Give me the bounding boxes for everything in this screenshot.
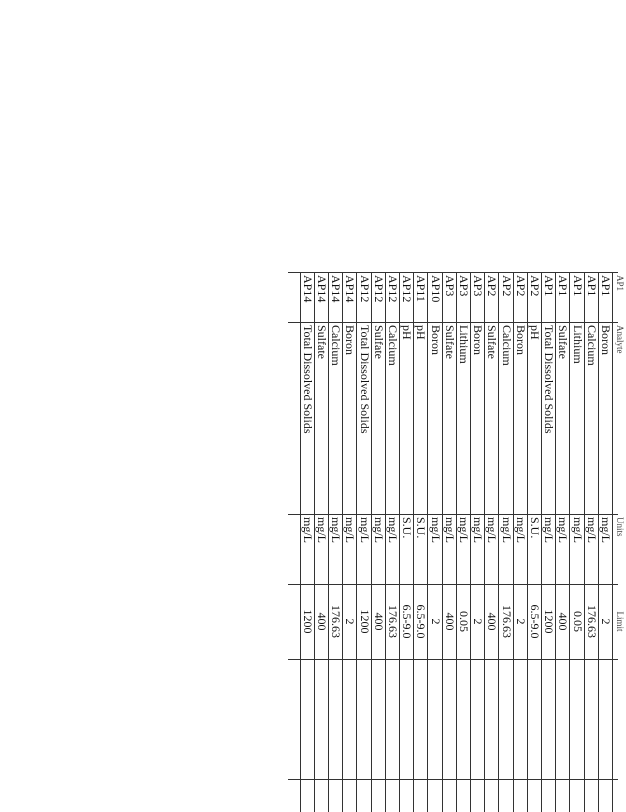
- parameter-cell: Boron: [599, 325, 613, 355]
- limit-value-cell: 1200: [542, 609, 557, 634]
- table-row: [427, 272, 441, 812]
- parameter-cell: Calcium: [499, 325, 514, 366]
- well-cell: AP14: [315, 275, 329, 303]
- table-row: [513, 272, 527, 812]
- table-row: [413, 272, 427, 812]
- well-cell: AP3: [457, 275, 471, 297]
- limit-value-cell: 2: [428, 618, 443, 625]
- table-row: [470, 272, 484, 812]
- limit-value-cell: 0.05: [457, 611, 471, 632]
- limit-value-cell: 1200: [300, 609, 315, 634]
- well-cell: AP2: [513, 275, 528, 297]
- parameter-cell: Calcium: [584, 325, 599, 366]
- unit-cell: mg/L: [428, 517, 443, 543]
- header-well-cell: AP1: [615, 275, 625, 292]
- header-unit-cell: Units: [615, 517, 625, 537]
- unit-cell: mg/L: [584, 517, 599, 543]
- unit-cell: mg/L: [457, 517, 471, 543]
- table-row: [527, 272, 541, 812]
- rotated-data-table: [288, 272, 625, 812]
- unit-cell: S.U.: [400, 517, 415, 539]
- well-cell: AP1: [599, 275, 613, 297]
- well-cell: AP2: [485, 275, 500, 297]
- table-row: [314, 272, 328, 812]
- well-cell: AP12: [357, 275, 372, 303]
- parameter-cell: Sulfate: [315, 325, 329, 359]
- well-cell: AP12: [386, 275, 400, 303]
- header-row-cut-off: [612, 272, 626, 812]
- parameter-cell: Sulfate: [556, 325, 571, 359]
- unit-cell: mg/L: [315, 517, 329, 543]
- limit-value-cell: 176.63: [499, 605, 514, 638]
- parameter-cell: Calcium: [386, 325, 400, 366]
- parameter-cell: Total Dissolved Solids: [357, 325, 372, 434]
- unit-cell: mg/L: [513, 517, 528, 543]
- parameter-cell: pH: [414, 325, 429, 340]
- well-cell: AP2: [499, 275, 514, 297]
- limit-value-cell: 2: [513, 618, 528, 625]
- unit-cell: mg/L: [599, 517, 613, 543]
- table-row: [456, 272, 470, 812]
- table-row: [442, 272, 456, 812]
- table-row: [342, 272, 356, 812]
- table-row: [569, 272, 583, 812]
- well-cell: AP2: [528, 275, 542, 297]
- limit-value-cell: 176.63: [584, 605, 599, 638]
- table-row: [598, 272, 612, 812]
- well-cell: AP1: [556, 275, 571, 297]
- table-row: [555, 272, 569, 812]
- table-row: [300, 272, 314, 812]
- header-param-cell: Analyte: [615, 325, 625, 354]
- well-cell: AP12: [400, 275, 415, 303]
- limit-value-cell: 400: [371, 612, 386, 631]
- unit-cell: mg/L: [556, 517, 571, 543]
- limit-value-cell: 176.63: [386, 605, 400, 638]
- header-value-cell: Limit: [615, 611, 625, 632]
- limit-value-cell: 400: [315, 612, 329, 631]
- well-cell: AP1: [542, 275, 557, 297]
- table-row: [399, 272, 413, 812]
- table-row: [371, 272, 385, 812]
- well-cell: AP14: [343, 275, 358, 303]
- limit-value-cell: 400: [556, 612, 571, 631]
- table-row: [356, 272, 370, 812]
- table-row: [498, 272, 512, 812]
- parameter-cell: Boron: [513, 325, 528, 355]
- table-row: [385, 272, 399, 812]
- limit-value-cell: 2: [471, 618, 486, 625]
- parameter-cell: Total Dissolved Solids: [300, 325, 315, 434]
- parameter-cell: Boron: [471, 325, 486, 355]
- well-cell: AP10: [428, 275, 443, 303]
- limit-value-cell: 6.5-9.0: [414, 604, 429, 639]
- limit-value-cell: 400: [442, 612, 457, 631]
- unit-cell: mg/L: [570, 517, 585, 543]
- well-cell: AP1: [584, 275, 599, 297]
- well-cell: AP14: [300, 275, 315, 303]
- well-cell: AP1: [570, 275, 585, 297]
- unit-cell: mg/L: [386, 517, 400, 543]
- limit-value-cell: 1200: [357, 609, 372, 634]
- unit-cell: mg/L: [329, 517, 344, 543]
- limit-value-cell: 176.63: [329, 605, 344, 638]
- limit-value-cell: 0.05: [570, 611, 585, 632]
- unit-cell: mg/L: [442, 517, 457, 543]
- limit-value-cell: 2: [599, 618, 613, 625]
- parameter-cell: Lithium: [457, 325, 471, 364]
- unit-cell: mg/L: [357, 517, 372, 543]
- limit-value-cell: 2: [343, 618, 358, 625]
- parameter-cell: Sulfate: [485, 325, 500, 359]
- unit-cell: mg/L: [499, 517, 514, 543]
- unit-cell: mg/L: [485, 517, 500, 543]
- well-cell: AP11: [414, 275, 429, 302]
- table-row: [584, 272, 598, 812]
- parameter-cell: Sulfate: [371, 325, 386, 359]
- unit-cell: S.U.: [414, 517, 429, 539]
- well-cell: AP12: [371, 275, 386, 303]
- table-row: [541, 272, 555, 812]
- unit-cell: mg/L: [542, 517, 557, 543]
- table-row: [484, 272, 498, 812]
- well-cell: AP3: [471, 275, 486, 297]
- unit-cell: mg/L: [300, 517, 315, 543]
- unit-cell: mg/L: [471, 517, 486, 543]
- limit-value-cell: 6.5-9.0: [400, 604, 415, 639]
- well-cell: AP14: [329, 275, 344, 303]
- unit-cell: S.U.: [528, 517, 542, 539]
- parameter-cell: Boron: [343, 325, 358, 355]
- parameter-cell: pH: [400, 325, 415, 340]
- limit-value-cell: 400: [485, 612, 500, 631]
- parameter-cell: Calcium: [329, 325, 344, 366]
- table-row: [328, 272, 342, 812]
- parameter-cell: Total Dissolved Solids: [542, 325, 557, 434]
- unit-cell: mg/L: [371, 517, 386, 543]
- parameter-cell: Boron: [428, 325, 443, 355]
- limit-value-cell: 6.5-9.0: [528, 604, 542, 639]
- parameter-cell: pH: [528, 325, 542, 340]
- parameter-cell: Sulfate: [442, 325, 457, 359]
- parameter-cell: Lithium: [570, 325, 585, 364]
- unit-cell: mg/L: [343, 517, 358, 543]
- well-cell: AP3: [442, 275, 457, 297]
